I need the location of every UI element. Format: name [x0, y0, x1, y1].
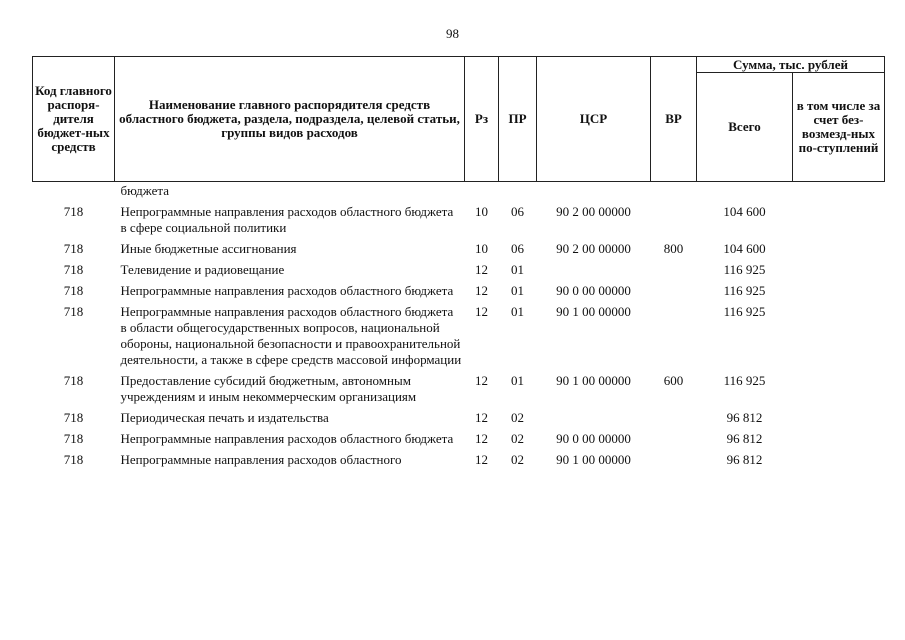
cell-incl [793, 452, 885, 473]
cell-vr [651, 410, 697, 431]
cell-name: Непрограммные направления расходов областного бюджета в сфере социальной политики [120, 204, 454, 235]
cell-csr [537, 182, 651, 205]
header-vr: ВР [651, 57, 697, 182]
cell-code: 718 [63, 204, 84, 219]
cell-vr: 600 [663, 373, 684, 388]
table-row [33, 262, 885, 283]
table-row [33, 204, 885, 241]
cell-rz: 12 [475, 262, 488, 277]
cell-csr [537, 410, 651, 431]
cell-rz: 12 [475, 431, 488, 446]
cell-name: Иные бюджетные ассигнования [120, 241, 297, 256]
cell-rz: 12 [475, 452, 488, 467]
cell-total: 116 925 [723, 373, 766, 388]
cell-total [697, 182, 793, 205]
cell-pr: 02 [511, 452, 524, 467]
cell-pr [499, 182, 537, 205]
cell-vr [651, 182, 697, 205]
cell-name: Предоставление субсидий бюджетным, автономным учреждениям и иным некоммерческим организациям [120, 373, 417, 404]
cell-csr: 90 1 00 00000 [556, 373, 631, 388]
cell-incl [793, 283, 885, 304]
header-sum-group: Сумма, тыс. рублей [697, 57, 885, 73]
header-csr: ЦСР [537, 57, 651, 182]
cell-pr: 06 [511, 204, 524, 219]
cell-incl [793, 262, 885, 283]
cell-name: Непрограммные направления расходов областного бюджета [120, 283, 454, 298]
cell-incl [793, 304, 885, 373]
cell-pr: 01 [511, 262, 524, 277]
table-row [33, 182, 885, 205]
cell-incl [793, 182, 885, 205]
cell-code: 718 [63, 283, 84, 298]
cell-incl [793, 204, 885, 241]
cell-pr: 06 [511, 241, 524, 256]
cell-code: 718 [63, 452, 84, 467]
cell-name: Непрограммные направления расходов областного бюджета в области общегосударственных вопросов, национальной обороны, национальной безопасности и правоохранительной деятельности, а также в сфере средств массовой информации [120, 304, 462, 367]
cell-code: 718 [63, 431, 84, 446]
cell-total: 104 600 [723, 241, 766, 256]
cell-incl [793, 373, 885, 410]
header-rz: Рз [465, 57, 499, 182]
cell-name: бюджета [120, 183, 169, 198]
table-row [33, 410, 885, 431]
cell-csr: 90 1 00 00000 [556, 304, 631, 319]
cell-rz [465, 182, 499, 205]
cell-code: 718 [63, 241, 84, 256]
cell-code: 718 [63, 373, 84, 388]
cell-total: 96 812 [726, 452, 763, 467]
page-number: 98 [446, 26, 459, 41]
cell-total: 104 600 [723, 204, 766, 219]
table-row [33, 373, 885, 410]
cell-name: Непрограммные направления расходов областного [120, 452, 402, 467]
cell-total: 96 812 [726, 410, 763, 425]
cell-pr: 02 [511, 410, 524, 425]
cell-code [33, 182, 115, 205]
cell-csr [537, 262, 651, 283]
table-header [33, 57, 885, 182]
table-row [33, 452, 885, 473]
table-row [33, 304, 885, 373]
cell-rz: 12 [475, 410, 488, 425]
cell-name: Периодическая печать и издательства [120, 410, 329, 425]
cell-incl [793, 410, 885, 431]
cell-vr [651, 262, 697, 283]
cell-code: 718 [63, 410, 84, 425]
cell-vr: 800 [663, 241, 684, 256]
cell-vr [651, 283, 697, 304]
cell-incl [793, 431, 885, 452]
cell-rz: 10 [475, 204, 488, 219]
cell-total: 116 925 [723, 262, 766, 277]
table-row [33, 241, 885, 262]
cell-vr [651, 431, 697, 452]
cell-rz: 12 [475, 373, 488, 388]
cell-csr: 90 2 00 00000 [556, 241, 631, 256]
cell-rz: 12 [475, 283, 488, 298]
cell-vr [651, 452, 697, 473]
header-pr: ПР [499, 57, 537, 182]
cell-name: Телевидение и радиовещание [120, 262, 285, 277]
cell-code: 718 [63, 304, 84, 319]
cell-pr: 02 [511, 431, 524, 446]
table-row [33, 283, 885, 304]
cell-csr: 90 0 00 00000 [556, 283, 631, 298]
header-name: Наименование главного распорядителя средств областного бюджета, раздела, подраздела, целевой статьи, группы видов расходов [115, 57, 465, 182]
cell-pr: 01 [511, 283, 524, 298]
table-row [33, 431, 885, 452]
cell-csr: 90 1 00 00000 [556, 452, 631, 467]
cell-csr: 90 2 00 00000 [556, 204, 631, 219]
cell-total: 96 812 [726, 431, 763, 446]
header-incl: в том числе за счет без-возмезд-ных по-ступлений [793, 73, 885, 182]
cell-name: Непрограммные направления расходов областного бюджета [120, 431, 454, 446]
table-body [33, 182, 885, 474]
cell-total: 116 925 [723, 283, 766, 298]
cell-vr [651, 304, 697, 373]
header-total: Всего [697, 73, 793, 182]
cell-pr: 01 [511, 304, 524, 319]
cell-rz: 10 [475, 241, 488, 256]
cell-incl [793, 241, 885, 262]
cell-pr: 01 [511, 373, 524, 388]
cell-rz: 12 [475, 304, 488, 319]
cell-vr [651, 204, 697, 241]
cell-code: 718 [63, 262, 84, 277]
cell-csr: 90 0 00 00000 [556, 431, 631, 446]
budget-table [32, 56, 885, 473]
cell-total: 116 925 [723, 304, 766, 319]
header-code: Код главного распоря-дителя бюджет-ных средств [33, 57, 115, 182]
